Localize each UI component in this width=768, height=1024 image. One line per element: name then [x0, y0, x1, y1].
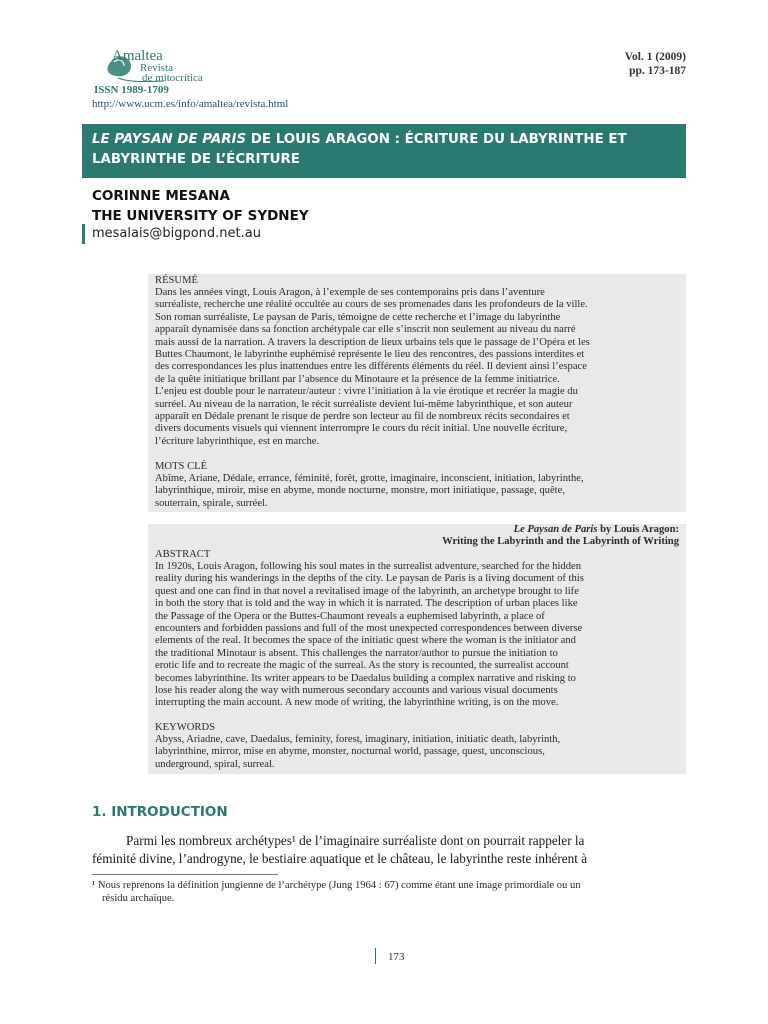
resume-line: Dans les années vingt, Louis Aragon, à l’exemple de ses contemporains pris dans l’aventure — [155, 287, 545, 298]
resume-text — [155, 287, 679, 448]
page-number-divider — [375, 948, 376, 964]
resume-line: apparaît dynamisée dans sa fonction archétypale car elle s’inscrit non seulement au niveau du narré — [155, 324, 576, 336]
abstract-line: the Passage of the Opera or the Buttes-Chaumont reveals a euphemised labyrinth, a place of — [155, 610, 545, 622]
resume-line: L’enjeu est double pour le narrateur/auteur : vivre l’initiation à la vie érotique et recréer la magie du — [155, 386, 578, 398]
journal-url-link[interactable]: http://www.ucm.es/info/amaltea/revista.html — [92, 98, 289, 110]
title-line-1 — [92, 130, 676, 150]
introduction-paragraph — [92, 832, 686, 868]
introduction-line: Parmi les nombreux archétypes¹ de l’imaginaire surréaliste dont on pourrait rappeler la — [126, 833, 585, 848]
issn: ISSN 1989-1709 — [94, 84, 169, 96]
author-email-link[interactable]: mesalais@bigpond.net.au — [92, 226, 261, 241]
page-number: 173 — [388, 951, 405, 963]
title-line-1-rest: DE LOUIS ARAGON : ÉCRITURE DU LABYRINTHE ET — [246, 132, 627, 147]
resume-line: Buttes Chaumont, le labyrinthe euphémisé représente le lieu des rencontres, des passions interdites et — [155, 349, 585, 361]
keywords-line: underground, spiral, surreal. — [155, 758, 275, 770]
abstract-line: erotic life and to recreate the magic of the surreal. As the story is recounted, the surrealist account — [155, 660, 569, 672]
resume-line: l’écriture labyrinthique, est en marche. — [155, 435, 320, 447]
mots-cle-heading: MOTS CLÉ — [155, 461, 208, 472]
resume-line: mais aussi de la narration. A travers la description de lieux urbains tels que le passage de l’Opéra et les — [155, 336, 590, 348]
keywords-text — [155, 734, 679, 771]
abstract-line: the traditional Minotaur is absent. This challenges the narrator/author to pursue the initiation to — [155, 647, 558, 659]
abstract-title-rest: by Louis Aragon: — [597, 524, 679, 535]
footnote-divider — [92, 874, 278, 875]
mots-cle-line: souterrain, spirale, surréel. — [155, 497, 268, 509]
abstract-line: In 1920s, Louis Aragon, following his soul mates in the surrealist adventure, searched for the hidden — [155, 561, 582, 572]
volume: Vol. 1 (2009) — [624, 51, 686, 63]
title-line-2: LABYRINTHE DE L’ÉCRITURE — [92, 152, 300, 167]
introduction-line: féminité divine, l’androgyne, le bestiaire aquatique et le château, le labyrinthe reste inhérent à — [92, 851, 588, 866]
keywords-line: labyrinthine, mirror, mise en abyme, monster, nocturnal world, passage, quest, unconscious, — [155, 746, 545, 758]
abstract-line: reality during his wanderings in the depths of the city. Le paysan de Paris is a living document of this — [155, 573, 584, 585]
footnote-line: ¹ Nous reprenons la définition jungienne de l’archétype (Jung 1964 : 67) comme étant une image primordiale ou un — [92, 880, 581, 891]
abstract-heading: ABSTRACT — [155, 549, 211, 560]
abstract-line: quest and one can find in that novel a revitalised image of the labyrinth, an archetype brought to life — [155, 585, 579, 597]
abstract-line: in both the story that is told and the way in which it is narrated. The description of urban places like — [155, 598, 578, 610]
resume-line: divers documents visuels qui viennent interrompre le cours du récit initial. Une nouvelle écriture, — [155, 423, 568, 435]
resume-line: de la quête initiatique brillant par l’absence du Minotaure et la présence de la femme initiatrice. — [155, 373, 560, 385]
abstract-line: encounters and forbidden passions and full of the most unexpected correspondences between diverse — [155, 623, 583, 635]
email-accent-bar — [82, 224, 85, 244]
keywords-heading: KEYWORDS — [155, 722, 216, 733]
logo-subtitle-2: de mitocrítica — [142, 72, 203, 84]
resume-line: Son roman surréaliste, Le paysan de Paris, témoigne de cette recherche et l’image du labyrinthe — [155, 311, 561, 323]
mots-cle-line: Abîme, Ariane, Dédale, errance, féminité, forêt, grotte, imaginaire, inconscient, initiation, labyrinthe, — [155, 473, 584, 484]
abstract-line: interrupting the main account. A new mode of writing, the labyrinthine writing, is on the move. — [155, 697, 559, 709]
resume-line: surréaliste, recherche une réalité occultée au cours de ses promenades dans les profondeurs de la ville. — [155, 299, 588, 311]
footnote — [92, 880, 686, 905]
author-block — [92, 186, 309, 226]
abstract-title-italic: Le Paysan de Paris — [513, 524, 598, 535]
page-range: pp. 173-187 — [629, 65, 686, 77]
author-affiliation: THE UNIVERSITY OF SYDNEY — [92, 208, 309, 224]
abstract-line: elements of the real. It becomes the space of the initiatic quest where the woman is the initiator and — [155, 635, 576, 647]
abstract-text — [155, 561, 679, 710]
abstract-line: becomes labyrinthine. Its writer appears to be Daedalus building a complex narrative and risking to — [155, 672, 576, 684]
abstract-title-line-2: Writing the Labyrinth and the Labyrinth of Writing — [442, 536, 679, 548]
mots-cle-text — [155, 473, 679, 510]
mots-cle-line: labyrinthique, miroir, mise en abyme, monde nocturne, monstre, mort initiatique, passage, quête, — [155, 485, 565, 497]
resume-line: apparaît en Dédale prenant le risque de perdre son lecteur au fil de nombreux récits secondaires et — [155, 411, 570, 423]
abstract-line: lose his reader along the way with numerous secondary accounts and various visual documents — [155, 685, 558, 697]
footnote-line: résidu archaïque. — [102, 892, 175, 904]
article-title — [82, 124, 686, 178]
resume-line: surréel. Au niveau de la narration, le récit surréaliste devient lui-même labyrinthique, et son auteur — [155, 398, 573, 410]
abstract-title-line-1 — [155, 524, 679, 536]
logo-name: Amaltea — [112, 48, 163, 64]
resume-heading: RÉSUMÉ — [155, 275, 198, 286]
logo-subtitle-1: Revista — [140, 62, 173, 74]
title-italic: LE PAYSAN DE PARIS — [92, 132, 247, 147]
volume-info — [625, 50, 686, 78]
resume-line: des correspondances les plus inattendues entre les différents éléments du réel. Il devient ainsi l’espace — [155, 361, 587, 373]
author-name: CORINNE MESANA — [92, 188, 230, 204]
keywords-line: Abyss, Ariadne, cave, Daedalus, feminity, forest, imaginary, initiation, initiatic death, labyrinth, — [155, 734, 561, 745]
section-heading-introduction: 1. INTRODUCTION — [92, 804, 228, 820]
abstract-title — [155, 524, 679, 549]
